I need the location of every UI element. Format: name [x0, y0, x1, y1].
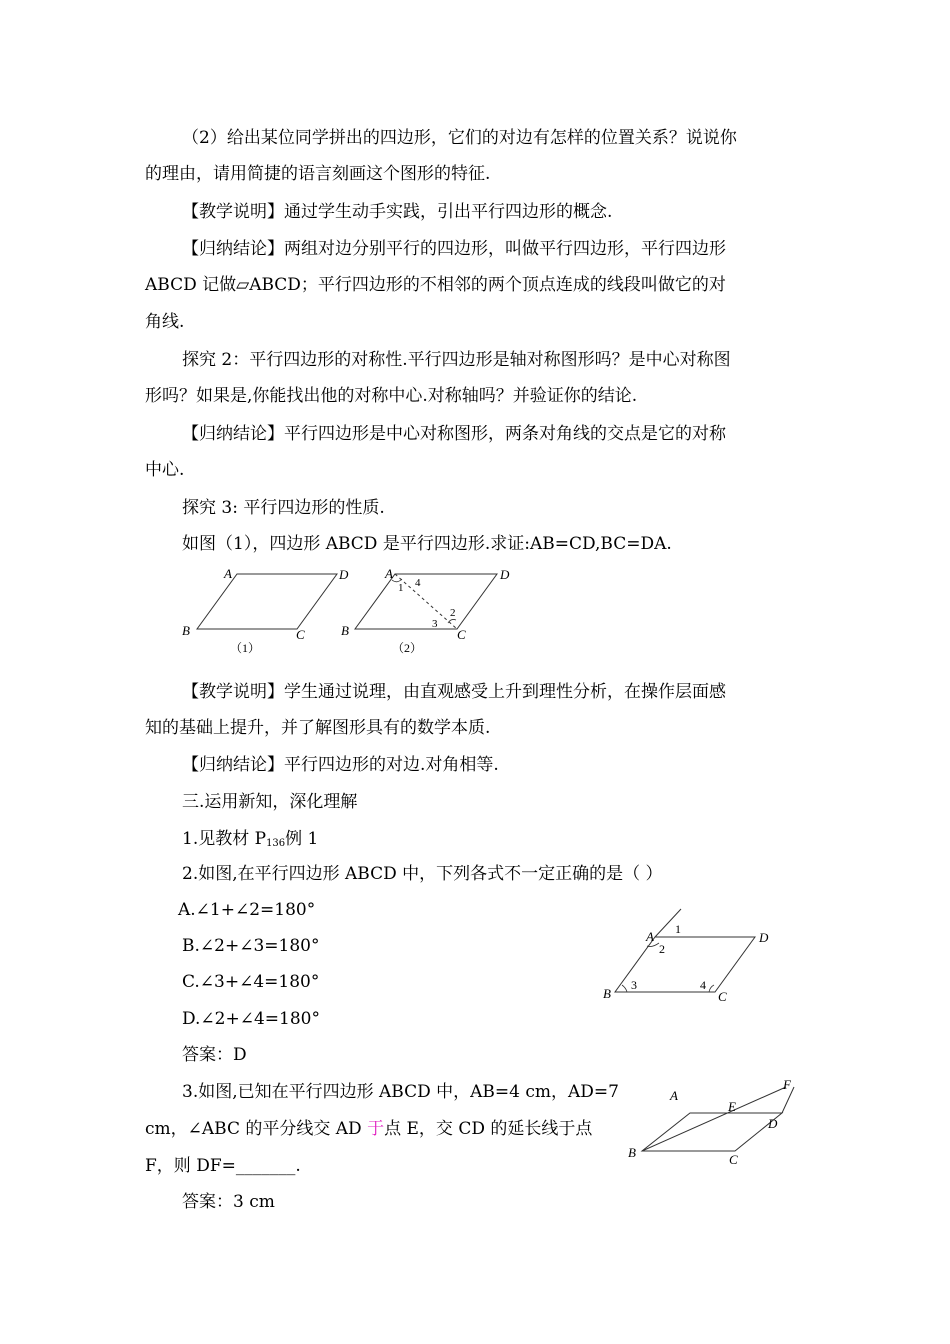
paragraph-line: 【归纳结论】两组对边分别平行的四边形，叫做平行四边形，平行四边形 [182, 239, 726, 259]
exercise-2-figure [595, 905, 795, 1005]
paragraph-line: 【归纳结论】平行四边形是中心对称图形，两条对角线的交点是它的对称 [182, 424, 726, 444]
option-d: D.∠2+∠4=180° [182, 1009, 320, 1029]
paragraph-line: 如图（1），四边形 ABCD 是平行四边形.求证:AB=CD,BC=DA. [182, 534, 672, 554]
answer-2: 答案：D [182, 1045, 247, 1065]
exercise-3 [145, 1117, 592, 1141]
angle-label-2: 2 [659, 942, 665, 956]
parallelogram-abcd-2 [355, 574, 497, 629]
angle-label-4: 4 [415, 577, 421, 589]
angle-arc [709, 985, 714, 992]
label-a: A [670, 1088, 678, 1103]
angle-label-2: 2 [450, 607, 456, 619]
label-c: C [296, 627, 305, 642]
label-d: D [768, 1116, 778, 1131]
label-b: B [182, 623, 190, 638]
paragraph-line: 的理由，请用简捷的语言刻画这个图形的特征. [145, 164, 491, 184]
page-subscript: 136 [266, 838, 286, 849]
option-b: B.∠2+∠3=180° [182, 936, 320, 956]
label-c: C [718, 989, 727, 1004]
exercise-3-figure [620, 1075, 820, 1170]
label-a: A [385, 566, 393, 581]
option-c: C.∠3+∠4=180° [182, 972, 320, 992]
paragraph-line: 角线. [145, 312, 185, 332]
exercise-1-text: 1.见教材 P [182, 829, 267, 849]
angle-label-3: 3 [432, 618, 438, 630]
label-e: E [728, 1099, 736, 1114]
paragraph-line: （2）给出某位同学拼出的四边形，它们的对边有怎样的位置关系？说说你 [182, 128, 737, 148]
label-d: D [500, 567, 510, 582]
label-a: A [224, 566, 232, 581]
paragraph-line: 【教学说明】学生通过说理，由直观感受上升到理性分析，在操作层面感 [182, 682, 726, 702]
option-a: A.∠1+∠2=180° [178, 900, 316, 920]
section-heading: 三.运用新知，深化理解 [182, 792, 358, 812]
exercise-3: F，则 DF=_______. [145, 1156, 301, 1176]
figure-1 [182, 566, 349, 655]
parallelogram-figures-1-2 [170, 560, 530, 660]
angle-label-1: 1 [398, 582, 404, 594]
label-b: B [628, 1145, 636, 1160]
label-b: B [603, 986, 611, 1001]
parallelogram-abcd [642, 1113, 782, 1151]
label-c: C [729, 1152, 738, 1167]
diagonal-ac [395, 574, 457, 629]
exercise-1 [182, 827, 318, 856]
paragraph-line: 知的基础上提升，并了解图形具有的数学本质. [145, 718, 491, 738]
angle-label-3: 3 [631, 978, 637, 992]
label-d: D [339, 567, 349, 582]
angle-bisector-bf [642, 1087, 786, 1151]
angle-label-4: 4 [700, 978, 706, 992]
exercise-2: 2.如图,在平行四边形 ABCD 中，下列各式不一定正确的是（ ） [182, 864, 663, 884]
paragraph-line: 【归纳结论】平行四边形的对边.对角相等. [182, 755, 499, 775]
label-c: C [457, 627, 466, 642]
highlighted-text: 于 [367, 1119, 385, 1139]
paragraph-line: 【教学说明】通过学生动手实践，引出平行四边形的概念. [182, 202, 613, 222]
label-b: B [341, 623, 349, 638]
paragraph-line: ABCD 记做▱ABCD；平行四边形的不相邻的两个顶点连成的线段叫做它的对 [145, 275, 726, 295]
label-d: D [759, 930, 769, 945]
label-a: A [646, 929, 654, 944]
paragraph-line: 探究 2：平行四边形的对称性.平行四边形是轴对称图形吗？是中心对称图 [182, 350, 731, 370]
exercise-3: 3.如图,已知在平行四边形 ABCD 中，AB=4 cm，AD=7 [182, 1082, 619, 1102]
paragraph-line: 中心. [145, 460, 185, 480]
exercise-3-text: 点 E，交 CD 的延长线于点 [384, 1119, 593, 1139]
caption-1: （1） [230, 641, 261, 655]
exercise-3-text: cm，∠ABC 的平分线交 AD [145, 1119, 368, 1139]
answer-3: 答案：3 cm [182, 1192, 275, 1212]
caption-2: （2） [392, 641, 423, 655]
figure-2 [341, 566, 510, 655]
paragraph-line: 探究 3: 平行四边形的性质. [182, 498, 385, 518]
angle-arc [622, 985, 627, 992]
exercise-1-text: 例 1 [285, 829, 319, 849]
paragraph-line: 形吗？如果是,你能找出他的对称中心.对称轴吗？并验证你的结论. [145, 386, 638, 406]
label-f: F [783, 1077, 791, 1092]
angle-label-1: 1 [675, 922, 681, 936]
parallelogram-abcd-1 [197, 574, 337, 629]
